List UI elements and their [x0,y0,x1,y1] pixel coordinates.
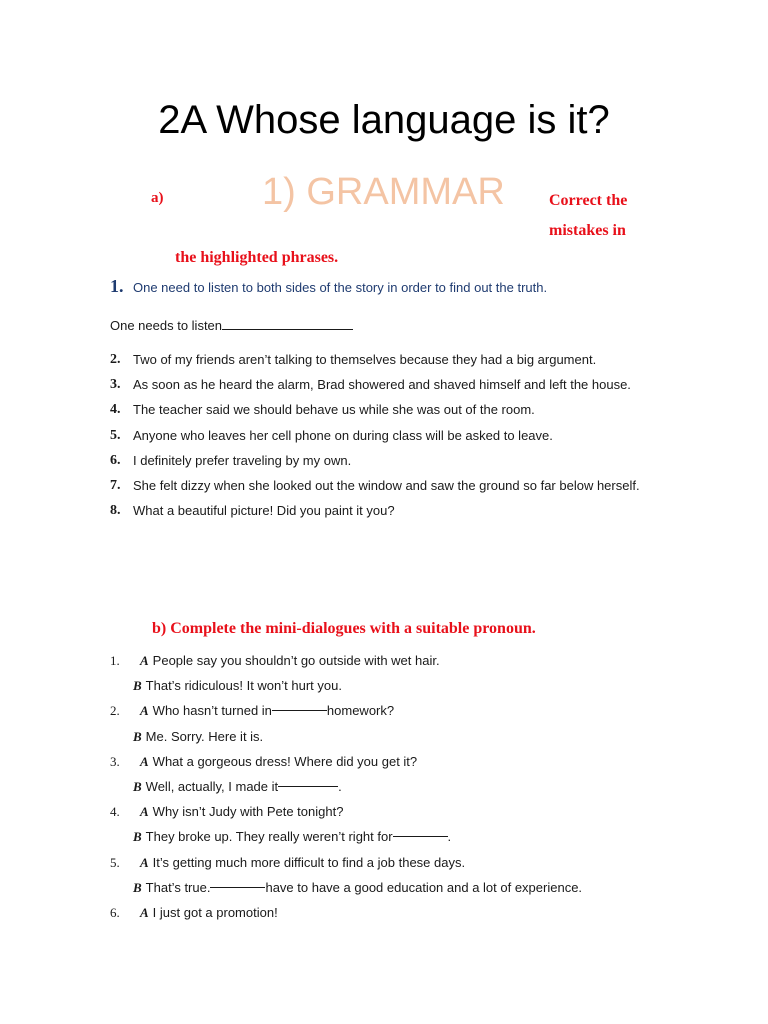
speaker-b-line-start: That’s true. [145,879,211,895]
speaker-b-line-start: Well, actually, I made it [145,779,279,795]
item-number: 6. [110,452,121,468]
speaker-b-label: B [133,829,142,845]
answer-blank[interactable] [222,316,353,330]
part-b-dialogue-list [110,648,670,925]
grammar-heading: 1) GRAMMAR [262,171,505,213]
dialogue-item [110,698,670,748]
speaker-b-line-end: . [338,779,342,795]
item-number: 2. [110,352,121,367]
speaker-a-label: A [140,753,149,769]
item-text: Anyone who leaves her cell phone on during class will be asked to leave. [133,427,553,443]
list-item [110,448,658,473]
dialogue-number: 2. [110,703,120,719]
list-item [110,347,658,372]
item-number: 7. [110,478,121,494]
dialogue-item [110,799,670,849]
speaker-b-line: Me. Sorry. Here it is. [145,728,264,744]
speaker-a-line-start: Who hasn’t turned in [152,703,272,719]
speaker-a-line: People say you shouldn’t go outside with wet hair. [152,653,440,668]
answer-blank[interactable] [393,824,448,837]
speaker-a-line: What a gorgeous dress! Where did you get it? [152,753,418,769]
speaker-b-label: B [133,678,142,694]
item-number: 8. [110,503,121,519]
speaker-a-line: It’s getting much more difficult to find a job these days. [152,854,466,870]
speaker-a-line: I just got a promotion! [152,905,278,921]
speaker-b-line: That’s ridiculous! It won’t hurt you. [145,678,342,694]
item-1-text: One need to listen to both sides of the story in order to find out the truth. [133,280,548,295]
dialogue-number: 1. [110,653,120,668]
dialogue-item [110,648,670,698]
dialogue-item [110,900,670,925]
speaker-a-line: Why isn’t Judy with Pete tonight? [152,804,344,820]
speaker-b-label: B [133,728,142,744]
item-number: 5. [110,427,121,443]
speaker-b-line-start: They broke up. They really weren’t right for [145,829,393,845]
part-a-instruction: Correct the mistakes in [549,192,628,239]
speaker-b-label: B [133,879,142,895]
item-number: 4. [110,402,121,418]
example-prefix: One needs to listen [110,318,223,333]
dialogue-item [110,749,670,799]
dialogue-number: 3. [110,753,120,769]
item-text: What a beautiful picture! Did you paint it you? [133,503,395,519]
dialogue-item [110,850,670,900]
list-item [110,498,658,523]
part-a-marker: a) [151,190,164,206]
list-item [110,372,658,397]
speaker-a-label: A [140,854,149,870]
answer-blank[interactable] [210,875,265,888]
speaker-a-label: A [140,703,149,719]
speaker-a-label: A [140,804,149,820]
list-item [110,473,658,498]
speaker-a-line-end: homework? [326,703,395,719]
speaker-a-label: A [140,905,149,921]
speaker-b-line-end: have to have a good education and a lot of experience. [265,879,583,895]
answer-blank[interactable] [272,698,327,711]
item-number: 3. [110,377,121,393]
item-1-number: 1. [110,276,124,296]
part-b-instruction: b) Complete the mini-dialogues with a suitable pronoun. [152,620,536,637]
dialogue-number: 4. [110,804,120,820]
speaker-a-label: A [140,653,149,668]
list-item [110,423,658,448]
item-text: As soon as he heard the alarm, Brad showered and shaved himself and left the house. [133,377,631,393]
list-item [110,397,658,422]
example-answer [110,316,353,333]
item-text: The teacher said we should behave us while she was out of the room. [133,402,535,418]
item-text: I definitely prefer traveling by my own. [133,452,352,468]
dialogue-number: 6. [110,905,120,921]
item-text: Two of my friends aren’t talking to themselves because they had a big argument. [133,352,597,367]
part-a-list [110,347,658,523]
dialogue-number: 5. [110,854,120,870]
page-title: 2A Whose language is it? [158,98,610,142]
item-text: She felt dizzy when she looked out the window and saw the ground so far below herself. [133,478,640,494]
speaker-b-label: B [133,779,142,795]
speaker-b-line-end: . [447,829,452,845]
part-a-instruction-continued: the highlighted phrases. [175,249,339,266]
answer-blank[interactable] [278,774,338,787]
